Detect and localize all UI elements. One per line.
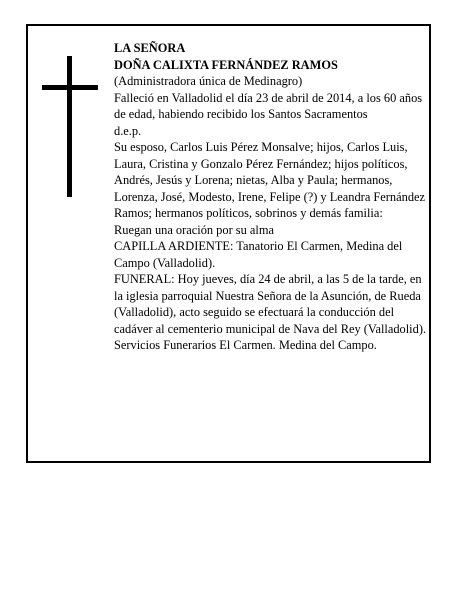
- deceased-name: DOÑA CALIXTA FERNÁNDEZ RAMOS: [114, 57, 338, 72]
- notice-heading: LA SEÑORA: [114, 41, 186, 55]
- cross-horizontal-bar: [42, 85, 98, 90]
- family-list: Su esposo, Carlos Luis Pérez Monsalve; hijos, Carlos Luis, Laura, Cristina y Gonzalo Pérez Fernández; hijos políticos, Andrés, Jesús y Lorena; nietas, Alba y Paula; hermanos, Lorenza, José, Modesto, Irene, Felipe (?) y Leandra Fernández Ramos; hermanos políticos, sobrinos y demás familia:: [114, 140, 426, 220]
- dep-text: d.e.p.: [114, 123, 142, 138]
- obituary-notice: [26, 24, 431, 463]
- death-details: Falleció en Valladolid el día 23 de abril de 2014, a los 60 años de edad, habiendo recibido los Santos Sacramentos: [114, 90, 423, 121]
- chapel-info: CAPILLA ARDIENTE: Tanatorio El Carmen, Medina del Campo (Valladolid).: [114, 239, 403, 270]
- notice-text: [114, 40, 429, 354]
- funeral-services: Servicios Funerarios El Carmen. Medina del Campo.: [114, 338, 377, 352]
- funeral-info: FUNERAL: Hoy jueves, día 24 de abril, a las 5 de la tarde, en la iglesia parroquial Nuestra Señora de la Asunción, de Rueda (Valladolid), acto seguido se efectuará la conducción del cadáver al cementerio municipal de Nava del Rey (Valladolid).: [114, 272, 427, 336]
- deceased-role: (Administradora única de Medinagro): [114, 74, 303, 88]
- prayer-request: Ruegan una oración por su alma: [114, 222, 274, 237]
- cross-vertical-bar: [67, 56, 72, 197]
